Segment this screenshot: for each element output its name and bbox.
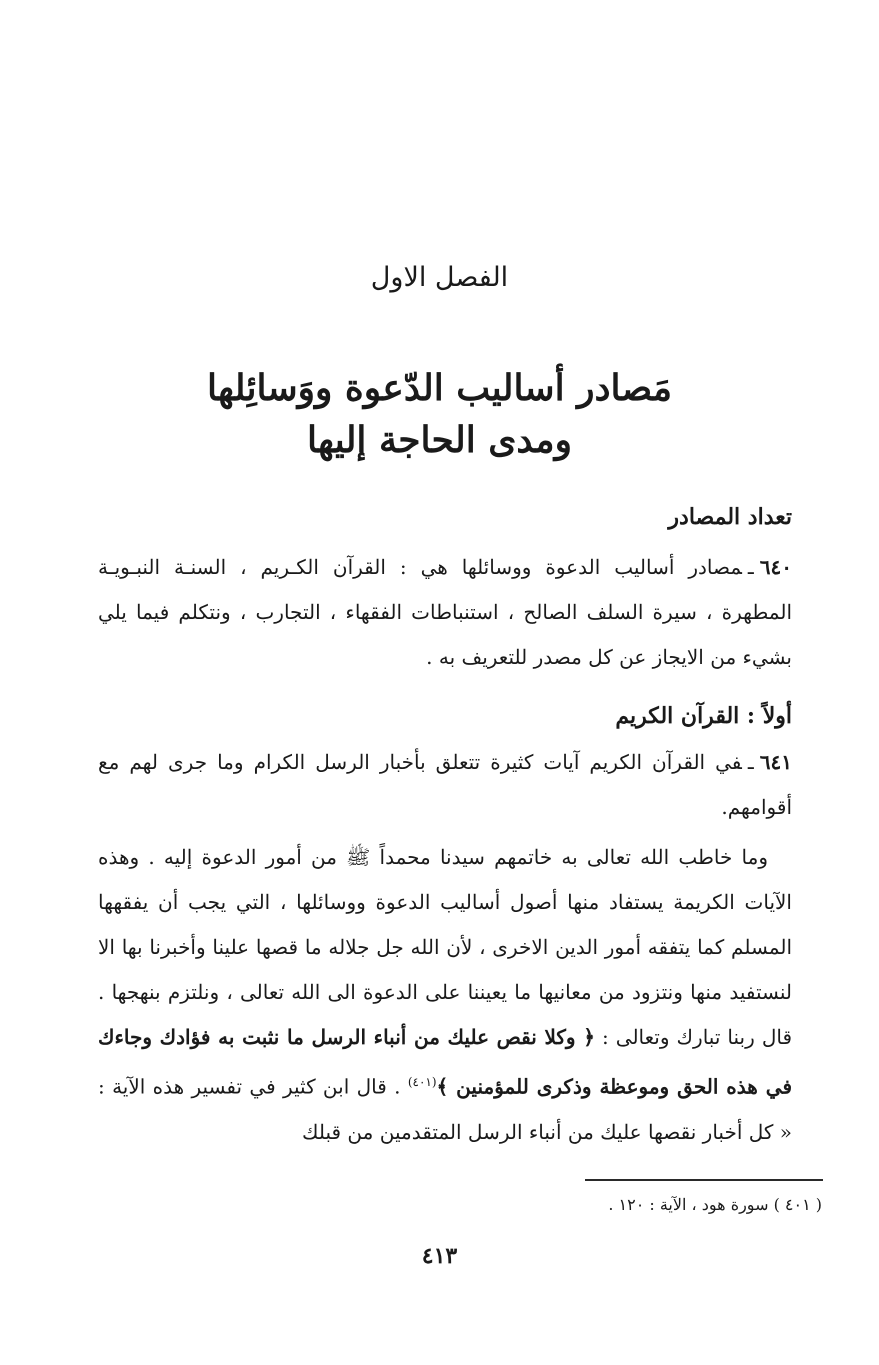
paragraph-640 [98, 545, 792, 680]
paragraph-text: في القرآن الكريم آيات كثيرة تتعلق بأخبار الرسل الكرام وما جرى لهم مع أقوامهم. [98, 750, 792, 819]
chapter-title-line-2: ومدى الحاجة إليها [307, 419, 572, 461]
paragraph-dash: ـ [747, 750, 754, 774]
section-heading-sources: تعداد المصادر [668, 504, 792, 530]
footnote: ( ٤٠١ ) سورة هود ، الآية : ١٢٠ . [608, 1195, 822, 1214]
page-number: ٤١٣ [421, 1243, 458, 1269]
quran-verse: ﴿ وكلا نقص عليك من أنباء الرسل ما نثبت به فؤادك وجاءك في هذه الحق وموعظة وذكرى للمؤمنين ﴾ [98, 1025, 792, 1099]
paragraph-dash: ـ [747, 555, 754, 579]
paragraph-number: ٦٤١ [759, 750, 792, 774]
paragraph-text-part-1: وما خاطب الله تعالى به خاتمهم سيدنا محمداً ﷺ من أمور الدعوة إليه . وهذه الآيات الكريمة يستفاد منها أصول أساليب الدعوة ووسائلها ، التي يجب أن يفقهها المسلم كما يتفقه أمور الدين الاخرى ، لأن الله جل جلاله ما قصها علينا وأخبرنا بها الا لنستفيد منها ونتزود من معانيها ما يعيننا على الدعوة الى الله تعالى ، ونلتزم بنهجها . قال ربنا تبارك وتعالى : [98, 845, 793, 1049]
chapter-label: الفصل الاول [370, 262, 509, 293]
paragraph-text-part-2: . قال ابن كثير في تفسير هذه الآية : « كل أخبار نقصها عليك من أنباء الرسل المتقدمين من قبلك [98, 1074, 792, 1144]
footnote-reference: (٤٠١) [407, 1075, 437, 1089]
paragraph-641 [98, 740, 792, 830]
paragraph-text: مصادر أساليب الدعوة ووسائلها هي : القرآن الكـريم ، السنـة النبـويـة المطهرة ، سيرة السلف الصالح ، استنباطات الفقهاء ، التجارب ، ونتكلم فيما يلي بشيء من الايجاز عن كل مصدر للتعريف به . [98, 555, 792, 669]
paragraph-body [98, 835, 792, 1155]
section-heading-quran: أولاً : القرآن الكريم [615, 703, 792, 729]
footnote-divider [585, 1179, 823, 1181]
chapter-title-line-1: مَصادر أساليب الدّعوة ووَسائِلها [206, 367, 672, 409]
paragraph-number: ٦٤٠ [759, 555, 792, 579]
chapter-title [0, 362, 879, 466]
